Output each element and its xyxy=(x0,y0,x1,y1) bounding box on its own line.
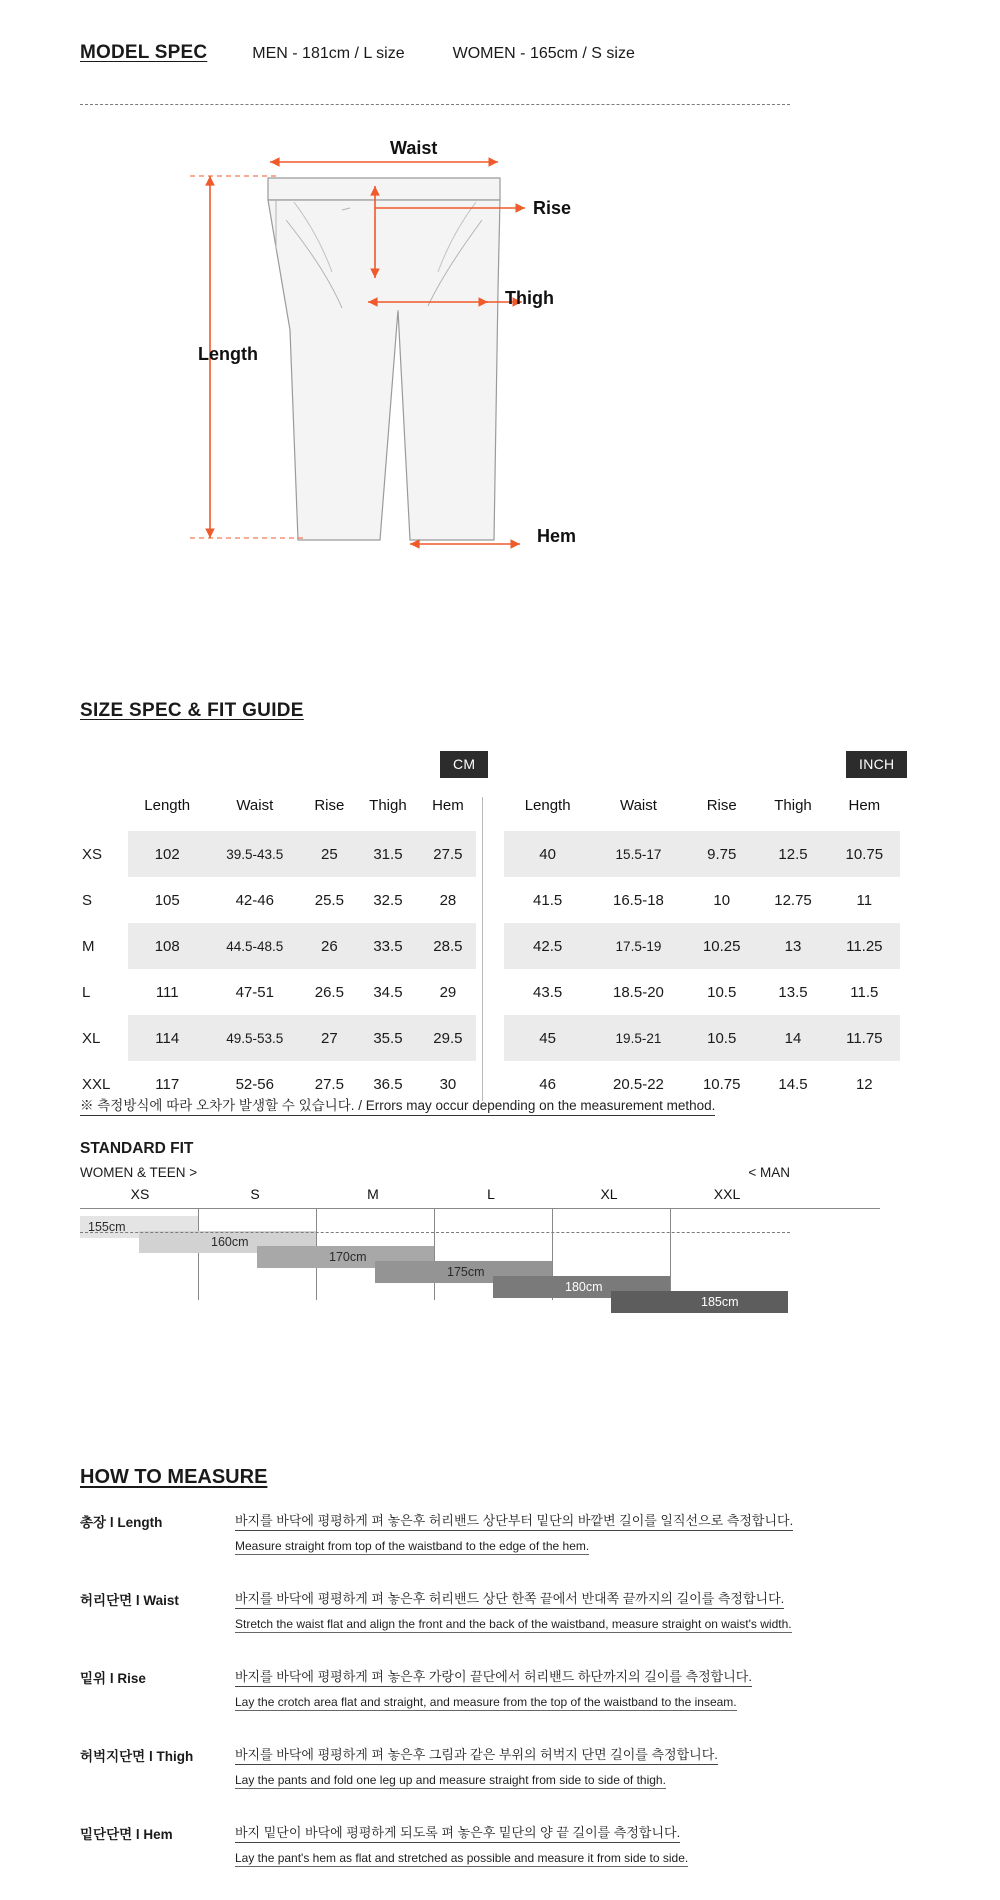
measure-label-thigh: 허벅지단면 l Thigh xyxy=(80,1749,194,1764)
cell-thigh: 31.5 xyxy=(356,831,421,877)
cell-hem: 29.5 xyxy=(420,1015,475,1061)
table-row xyxy=(80,923,476,969)
cell-hem: 10.75 xyxy=(829,831,900,877)
measure-kr-waist: 바지를 바닥에 평평하게 펴 놓은후 허리밴드 상단 한쪽 끝에서 반대쪽 끝까지의 길이를 측정합니다. xyxy=(235,1588,784,1609)
table-row xyxy=(504,1015,900,1061)
cell-thigh: 34.5 xyxy=(373,983,403,1001)
table-row xyxy=(80,969,476,1015)
fit-bar-xxl xyxy=(611,1291,788,1313)
model-spec-men: MEN - 181cm / L size xyxy=(252,45,405,62)
cell-hem: 28.5 xyxy=(420,923,475,969)
standard-fit-chart xyxy=(80,1186,880,1309)
fit-bar-label-xxl: 185cm xyxy=(701,1295,739,1309)
col-header-thigh: Thigh xyxy=(774,797,812,814)
pants-measurement-diagram xyxy=(80,130,840,570)
cell-thigh: 14.5 xyxy=(778,1075,808,1093)
measure-kr-rise: 바지를 바닥에 평평하게 펴 놓은후 가랑이 끝단에서 허리밴드 하단까지의 길이를 측정합니다. xyxy=(235,1666,752,1687)
label-length: Length xyxy=(198,344,258,364)
cell-length: 117 xyxy=(155,1075,180,1093)
cell-length: 102 xyxy=(128,831,206,877)
cell-rise: 10 xyxy=(713,891,731,909)
measure-body xyxy=(235,1666,880,1711)
table-row xyxy=(504,969,900,1015)
table-row xyxy=(504,877,900,923)
col-header-length: Length xyxy=(144,797,191,814)
cell-rise: 10.5 xyxy=(707,983,737,1001)
pants-illustration-svg xyxy=(80,130,840,570)
measure-kr-thigh: 바지를 바닥에 평평하게 펴 놓은후 그림과 같은 부위의 허벅지 단면 길이를 측정합니다. xyxy=(235,1744,718,1765)
col-header-length: Length xyxy=(524,797,571,814)
measure-en-length: Measure straight from top of the waistband to the edge of the hem. xyxy=(235,1539,590,1553)
cell-length: 46 xyxy=(539,1075,556,1093)
cell-waist: 52-56 xyxy=(235,1075,274,1093)
measure-label-waist: 허리단면 l Waist xyxy=(80,1593,179,1608)
col-header-rise: Rise xyxy=(314,797,345,814)
fit-bar-label-l: 175cm xyxy=(447,1265,485,1279)
cell-waist: 42-46 xyxy=(235,891,274,909)
model-spec-title: MODEL SPEC xyxy=(80,42,208,63)
cell-rise: 9.75 xyxy=(686,831,757,877)
measure-label-rise: 밑위 l Rise xyxy=(80,1671,146,1686)
cell-waist: 47-51 xyxy=(235,983,274,1001)
standard-fit-right-caption: < MAN xyxy=(748,1165,790,1180)
col-header-hem: Hem xyxy=(432,797,464,814)
cell-length: 43.5 xyxy=(533,983,563,1001)
cell-hem: 11.75 xyxy=(829,1015,900,1061)
list-item xyxy=(80,1666,880,1711)
cell-rise: 26.5 xyxy=(314,983,344,1001)
divider-top xyxy=(80,104,790,105)
cell-length: 105 xyxy=(154,891,180,909)
row-size: XL xyxy=(82,1029,101,1047)
fit-bar-label-m: 170cm xyxy=(329,1250,367,1264)
fit-size-label-l: L xyxy=(487,1186,495,1202)
cell-thigh: 14 xyxy=(757,1015,828,1061)
size-table-cm xyxy=(80,785,476,1107)
cell-thigh: 33.5 xyxy=(356,923,421,969)
fit-bar-label-s: 160cm xyxy=(211,1235,249,1249)
measure-body xyxy=(235,1822,880,1867)
col-header-rise: Rise xyxy=(706,797,737,814)
cell-thigh: 12.5 xyxy=(757,831,828,877)
measure-en-waist: Stretch the waist flat and align the front and the back of the waistband, measure straight on waist's width. xyxy=(235,1617,792,1631)
cell-waist: 18.5-20 xyxy=(613,983,664,1001)
standard-fit-title: STANDARD FIT xyxy=(80,1140,194,1157)
table-row xyxy=(80,1015,476,1061)
cell-hem: 11 xyxy=(856,891,873,909)
measure-body xyxy=(235,1744,880,1789)
cell-length: 45 xyxy=(504,1015,590,1061)
size-table-inch xyxy=(504,785,900,1107)
fit-size-label-xs: XS xyxy=(130,1186,150,1202)
label-thigh: Thigh xyxy=(505,288,554,308)
cell-thigh: 13.5 xyxy=(778,983,808,1001)
measure-en-hem: Lay the pant's hem as flat and stretched as possible and measure it from side to side. xyxy=(235,1851,689,1865)
cell-rise: 10.75 xyxy=(702,1075,741,1093)
cell-hem: 28 xyxy=(439,891,457,909)
col-header-waist: Waist xyxy=(619,797,657,814)
list-item xyxy=(80,1588,880,1633)
cell-rise: 25.5 xyxy=(314,891,344,909)
fit-bar-label-xs: 155cm xyxy=(88,1220,126,1234)
cell-length: 42.5 xyxy=(504,923,590,969)
cell-rise: 10.5 xyxy=(686,1015,757,1061)
how-to-measure-title: HOW TO MEASURE xyxy=(80,1466,268,1488)
label-hem: Hem xyxy=(537,526,577,546)
cell-thigh: 32.5 xyxy=(373,891,403,909)
cell-hem: 27.5 xyxy=(420,831,475,877)
col-header-hem: Hem xyxy=(848,797,881,814)
cell-waist: 20.5-22 xyxy=(613,1075,664,1093)
measure-label-hem: 밑단단면 l Hem xyxy=(80,1827,173,1842)
size-col-header xyxy=(80,785,128,831)
cell-length: 41.5 xyxy=(533,891,563,909)
cell-waist: 49.5-53.5 xyxy=(206,1015,303,1061)
cell-waist: 19.5-21 xyxy=(591,1015,686,1061)
row-size: M xyxy=(82,937,95,955)
cell-hem: 29 xyxy=(439,983,457,1001)
list-item xyxy=(80,1510,880,1555)
row-size: L xyxy=(82,983,91,1001)
cell-thigh: 35.5 xyxy=(356,1015,421,1061)
model-spec-header xyxy=(80,42,635,64)
fit-size-label-m: M xyxy=(367,1186,379,1202)
table-header-row xyxy=(80,785,476,831)
cell-waist: 39.5-43.5 xyxy=(206,831,303,877)
label-waist: Waist xyxy=(390,138,438,158)
measure-kr-length: 바지를 바닥에 평평하게 펴 놓은후 허리밴드 상단부터 밑단의 바깥변 길이를 일직선으로 측정합니다. xyxy=(235,1510,793,1531)
col-header-thigh: Thigh xyxy=(369,797,407,814)
col-header-waist: Waist xyxy=(236,797,274,814)
fit-chart-axis xyxy=(80,1208,880,1209)
row-size: S xyxy=(82,891,93,909)
label-rise: Rise xyxy=(533,198,572,218)
standard-fit-left-caption: WOMEN & TEEN > xyxy=(80,1165,198,1180)
measurement-note: ※ 측정방식에 따라 오차가 발생할 수 있습니다. / Errors may occur depending on the measurement method. xyxy=(80,1094,715,1116)
fit-tick xyxy=(198,1208,199,1300)
cell-rise: 27.5 xyxy=(314,1075,344,1093)
measure-body xyxy=(235,1588,880,1633)
table-row xyxy=(504,831,900,877)
measure-en-thigh: Lay the pants and fold one leg up and measure straight from side to side of thigh. xyxy=(235,1773,666,1787)
table-divider xyxy=(482,797,483,1101)
cell-thigh: 12.75 xyxy=(774,891,812,909)
cell-waist: 44.5-48.5 xyxy=(206,923,303,969)
list-item xyxy=(80,1744,880,1789)
how-to-measure-list xyxy=(80,1510,880,1900)
cell-rise: 27 xyxy=(303,1015,355,1061)
fit-size-label-xl: XL xyxy=(600,1186,618,1202)
size-tables xyxy=(80,785,900,1107)
cell-rise: 10.25 xyxy=(686,923,757,969)
cell-length: 111 xyxy=(155,983,179,1001)
table-row xyxy=(80,831,476,877)
measure-body xyxy=(235,1510,880,1555)
cell-hem: 11.5 xyxy=(850,983,879,1001)
size-spec-title: SIZE SPEC & FIT GUIDE xyxy=(80,700,304,721)
fit-bar-label-xl: 180cm xyxy=(565,1280,603,1294)
fit-size-label-xxl: XXL xyxy=(713,1186,741,1202)
fit-tick xyxy=(670,1208,671,1300)
measure-kr-hem: 바지 밑단이 바닥에 평평하게 되도록 펴 놓은후 밑단의 양 끝 길이를 측정합니다. xyxy=(235,1822,680,1843)
table-row xyxy=(504,923,900,969)
unit-badge-cm: CM xyxy=(440,751,488,778)
fit-size-label-s: S xyxy=(250,1186,260,1202)
cell-waist: 17.5-19 xyxy=(591,923,686,969)
list-item xyxy=(80,1822,880,1867)
measure-label-length: 총장 l Length xyxy=(80,1515,163,1530)
cell-hem: 12 xyxy=(855,1075,873,1093)
table-header-row xyxy=(504,785,900,831)
cell-hem: 30 xyxy=(439,1075,457,1093)
table-row xyxy=(80,877,476,923)
cell-waist: 15.5-17 xyxy=(591,831,686,877)
cell-rise: 26 xyxy=(303,923,355,969)
cell-hem: 11.25 xyxy=(829,923,900,969)
cell-waist: 16.5-18 xyxy=(613,891,664,909)
fit-tick xyxy=(434,1208,435,1300)
measure-en-rise: Lay the crotch area flat and straight, and measure from the top of the waistband to the inseam. xyxy=(235,1695,737,1709)
cell-thigh: 36.5 xyxy=(373,1075,403,1093)
cell-length: 114 xyxy=(128,1015,206,1061)
cell-length: 40 xyxy=(504,831,590,877)
row-size: XXL xyxy=(82,1075,111,1093)
unit-badge-inch: INCH xyxy=(846,751,907,778)
cell-thigh: 13 xyxy=(757,923,828,969)
divider-bottom xyxy=(80,1232,790,1233)
row-size: XS xyxy=(82,845,103,863)
model-spec-women: WOMEN - 165cm / S size xyxy=(452,45,635,62)
cell-length: 108 xyxy=(128,923,206,969)
cell-rise: 25 xyxy=(303,831,355,877)
